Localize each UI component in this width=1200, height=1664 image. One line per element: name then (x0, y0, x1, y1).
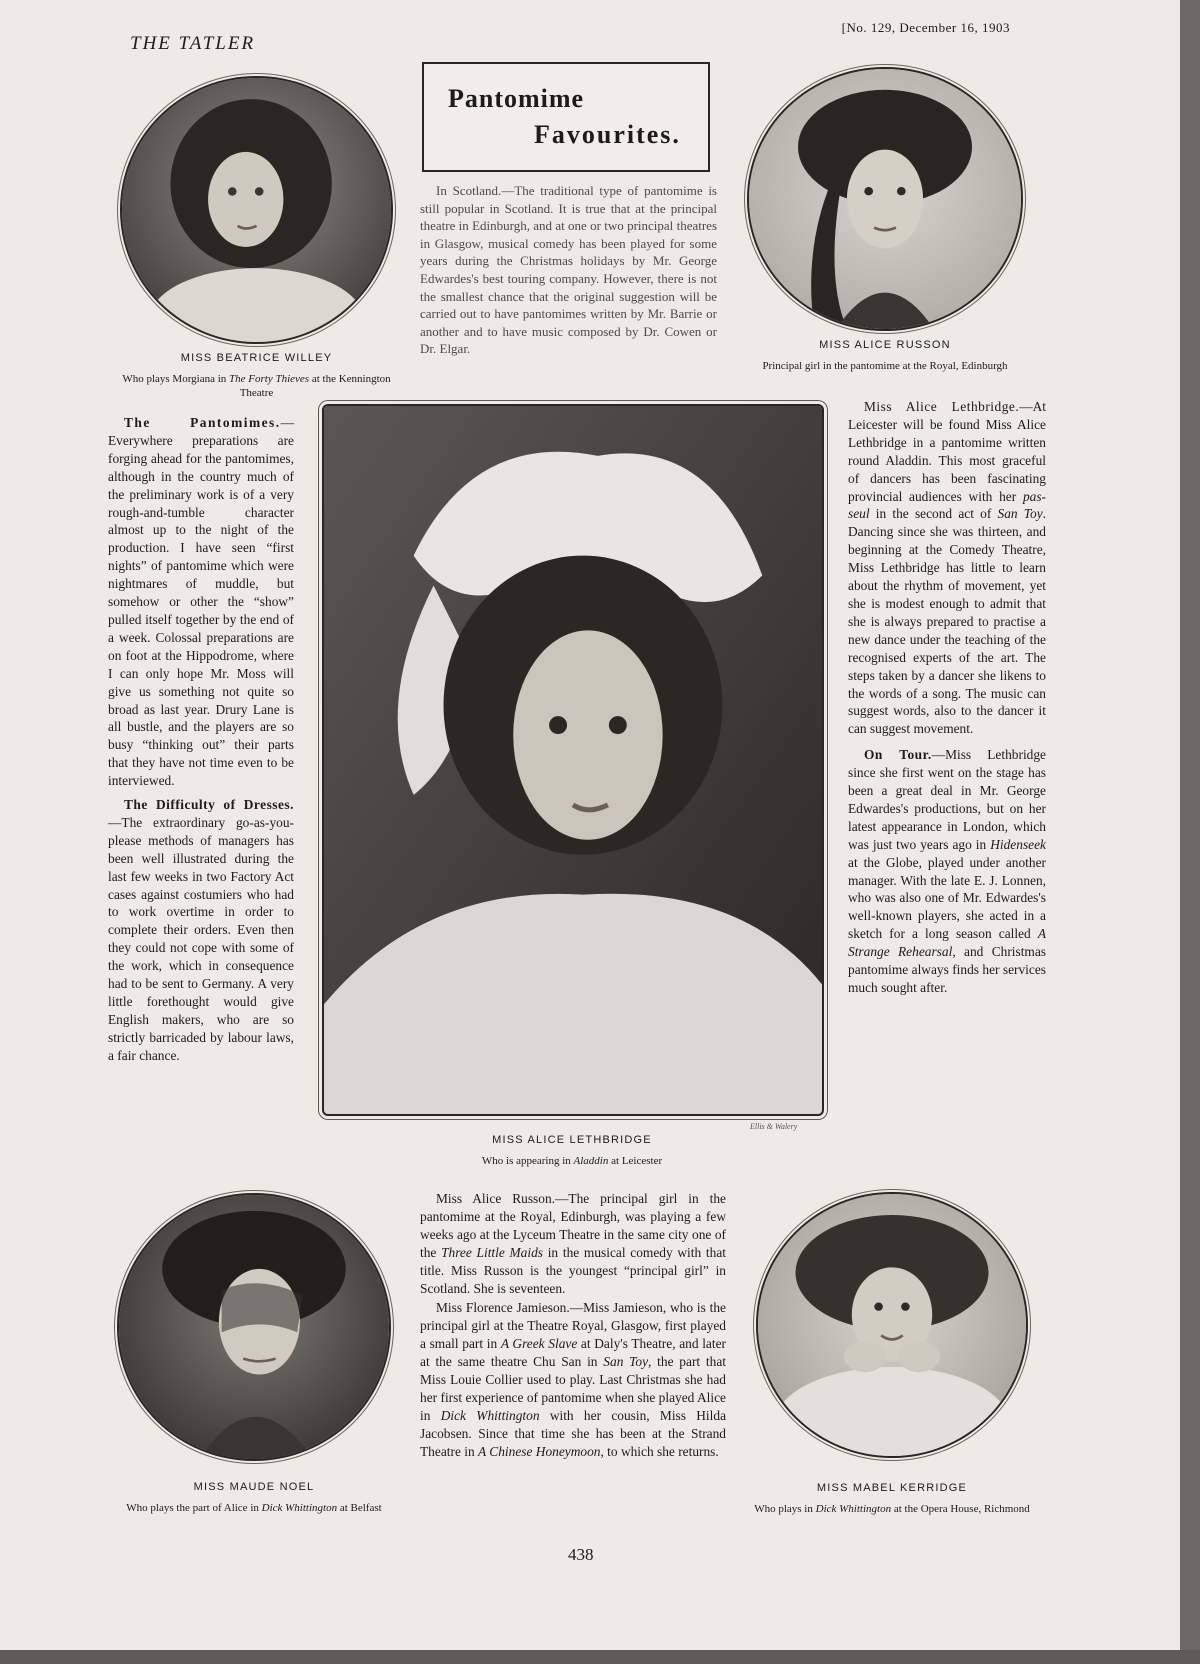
portrait-beatrice-willey (120, 76, 393, 344)
text-jamieson-i3: Dick Whittington (440, 1407, 540, 1423)
heading-lethbridge: Miss Alice Lethbridge. (864, 399, 1020, 414)
text-dresses: —The extraordinary go-as-you-please methods of managers has been well illustrated during the last few weeks in two Factory Act cases against costumiers who had to work overtime in order to complete their orders. Even then they could not cope with some of the work, which in consequence had to be sent to Germany. A very little forethought would give English makers, who are so strictly barricaded by labour laws, a fair chance. (108, 814, 294, 1063)
magazine-title: THE TATLER (130, 33, 256, 54)
text-russon-b: in the musical comedy with that title. Miss Russon is the youngest “principal girl” in Scotland. She is seventeen. (420, 1244, 726, 1296)
caption-name-russon: MISS ALICE RUSSON (819, 339, 951, 351)
heading-russon: Miss Alice Russon. (436, 1191, 556, 1206)
caption-kerridge-title: Dick Whittington (815, 1503, 892, 1515)
article-title-line1: Pantomime (448, 84, 585, 113)
caption-sub-russon: Principal girl in the pantomime at the Royal, Edinburgh (762, 360, 1008, 372)
heading-pantomimes: The Pantomimes. (124, 415, 281, 430)
caption-kerridge-b: at the Opera House, Richmond (891, 1503, 1030, 1515)
caption-lethbridge-b: at Leicester (608, 1155, 663, 1167)
portrait-alice-russon (747, 67, 1023, 331)
caption-sub-kerridge (752, 1502, 1032, 1516)
caption-sub-beatrice (120, 372, 393, 400)
text-jamieson-d: with her cousin, Miss Hilda Jacobsen. Since that time she has been at the Strand Theatre in (420, 1407, 727, 1459)
caption-noel-title: Dick Whittington (261, 1502, 338, 1514)
caption-beatrice-a: Who plays Morgiana in (122, 373, 230, 385)
text-lethbridge-i1: pas-seul (848, 488, 1046, 522)
intro-paragraph (420, 182, 717, 358)
article-title-line2: Favourites. (534, 120, 681, 149)
caption-name-lethbridge: MISS ALICE LETHBRIDGE (492, 1134, 652, 1146)
text-jamieson-a: —Miss Jamieson, who is the principal girl at the Theatre Royal, Glasgow, first played a small part in (420, 1300, 726, 1352)
text-lethbridge-a: —At Leicester will be found Miss Alice Lethbridge in a pantomime written round Aladdin. This most graceful of dancers has been fascinating provincial audiences with her (848, 399, 1046, 504)
portrait-maude-noel (117, 1193, 391, 1461)
portrait-russon-image (749, 69, 1021, 329)
photo-lethbridge-image (324, 406, 822, 1114)
article-title-box (422, 62, 710, 172)
heading-dresses: The Difficulty of Dresses. (124, 797, 294, 813)
page-edge-right (1180, 0, 1200, 1664)
caption-beatrice-title: The Forty Thieves (229, 373, 310, 385)
photo-alice-lethbridge (322, 404, 824, 1116)
caption-noel-b: at Belfast (337, 1502, 382, 1514)
heading-tour: On Tour. (864, 747, 932, 763)
text-jamieson-e: , to which she returns. (600, 1443, 719, 1459)
text-russon-a: —The principal girl in the pantomime at the Royal, Edinburgh, was playing a few weeks ago at the Lyceum Theatre in the same city one of the (420, 1191, 727, 1260)
page-edge-bottom (0, 1650, 1200, 1664)
text-lethbridge-c: . Dancing since she was thirteen, and beginning at the Comedy Theatre, Miss Lethbridge has little to learn about the rhythm of movement, yet she is modest enough to admit that she is always prepared to practise a new dance under the teaching of the recognised experts of the art. The steps taken by a dancer she likens to the words of a song. The music can suggest words, also to the dancer it can suggest movement. (848, 506, 1046, 737)
text-tour-i1: Hidenseek (990, 836, 1046, 852)
caption-lethbridge-title: Aladdin (573, 1155, 609, 1167)
text-tour-b: at the Globe, played under another manager. With the late E. J. Lonnen, who was also one of Mr. Edwardes's well-known players, she acted in a sketch for a long season called (848, 854, 1046, 942)
caption-name-beatrice: MISS BEATRICE WILLEY (180, 352, 333, 364)
caption-name-noel: MISS MAUDE NOEL (193, 1481, 315, 1493)
caption-noel-a: Who plays the part of Alice in (126, 1502, 262, 1514)
portrait-beatrice-image (122, 78, 391, 342)
issue-date: [No. 129, December 16, 1903 (841, 20, 1010, 35)
text-tour-c: , and Christmas pantomime always finds her services much sought after. (848, 944, 1046, 995)
photo-credit: Ellis & Walery (750, 1122, 798, 1131)
text-jamieson-i4: A Chinese Honeymoon (478, 1443, 601, 1459)
caption-beatrice-b: at the Kennington Theatre (239, 373, 391, 399)
text-jamieson-b: at Daly's Theatre, and later at the same theatre Chu San in (420, 1336, 726, 1370)
text-lethbridge-i2: San Toy (997, 506, 1043, 522)
left-column (108, 414, 294, 1065)
text-jamieson-i2: San Toy (603, 1354, 649, 1370)
caption-sub-lethbridge (422, 1154, 722, 1168)
caption-kerridge-a: Who plays in (754, 1503, 816, 1515)
text-pantomimes: —Everywhere preparations are forging ahead for the pantomimes, although in the country much of the preliminary work is of a very rough-and-tumble character almost up to the night of the production. I have seen “first nights” of pantomime which were nightmares of muddle, but somehow or other the “show” pulled itself together by the end of a week. Colossal preparations are on foot at the Hippodrome, where I can only hope Mr. Moss will give us something not quite so broad as last year. Drury Lane is all bustle, and the players are so busy “thinking out” their parts that they have not time even to be interviewed. (108, 415, 294, 789)
caption-name-kerridge: MISS MABEL KERRIDGE (816, 1482, 968, 1494)
portrait-kerridge-image (758, 1194, 1026, 1456)
caption-lethbridge-a: Who is appearing in (481, 1155, 574, 1167)
intro-lead: In Scotland. (436, 183, 502, 198)
text-jamieson-i1: A Greek Slave (500, 1336, 578, 1352)
caption-sub-noel (120, 1501, 388, 1515)
middle-bottom-column (420, 1190, 726, 1461)
text-jamieson-c: , the part that Miss Louie Collier used to play. Last Christmas she had her first experience of pantomime when she played Alice in (420, 1354, 726, 1423)
heading-jamieson: Miss Florence Jamieson. (436, 1300, 570, 1316)
right-column (848, 398, 1046, 997)
text-russon-i1: Three Little Maids (441, 1244, 543, 1260)
text-tour-i2: A Strange Rehearsal (848, 926, 1046, 960)
page-number: 438 (568, 1545, 594, 1564)
text-tour-a: —Miss Lethbridge since she first went on the stage has been a great deal in Mr. George Edwardes's productions, but on her latest appearance in London, which was just two years ago in (848, 747, 1046, 852)
portrait-mabel-kerridge (756, 1192, 1028, 1458)
text-lethbridge-b: in the second act of (869, 506, 998, 522)
intro-text: —The traditional type of pantomime is still popular in Scotland. It is true that at the principal theatre in Edinburgh, and at one or two principal theatres in Glasgow, musical comedy has been played for some years during the Christmas holidays by Mr. George Edwardes's best touring company. However, there is not the smallest chance that the original suggestion will be carried out to have pantomimes written by Mr. Barrie or another and to have music composed by Dr. Cowen or Dr. Elgar. (420, 183, 717, 357)
portrait-noel-image (119, 1195, 389, 1459)
